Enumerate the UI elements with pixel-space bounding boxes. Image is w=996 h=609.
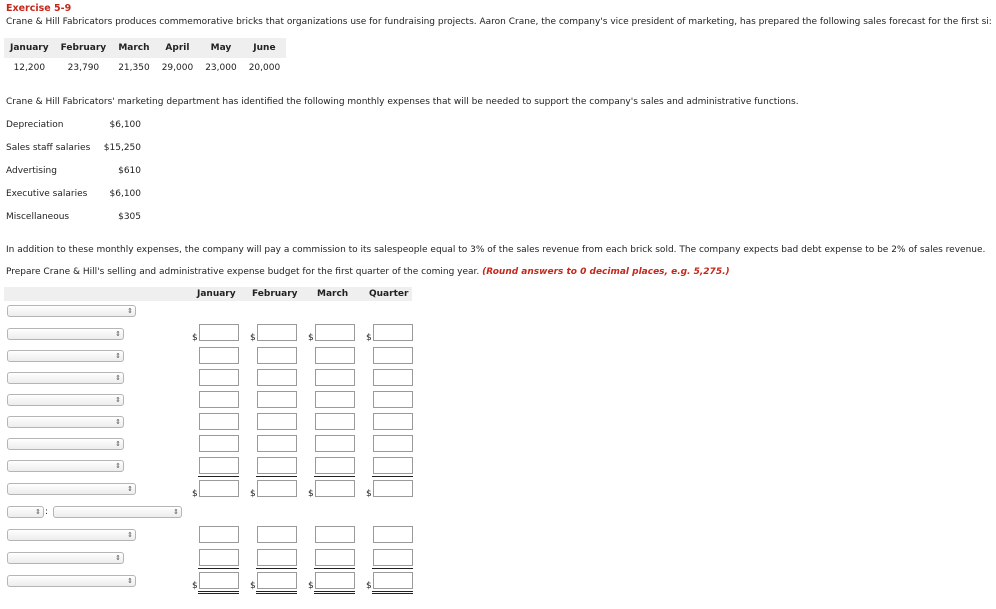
dollar-sign: $	[308, 489, 314, 499]
total-double-underline	[314, 591, 355, 594]
budget-input-r3-c2[interactable]	[257, 369, 297, 386]
budget-input-r3-c1[interactable]	[199, 369, 239, 386]
total-double-underline	[372, 591, 413, 594]
total-double-underline	[198, 591, 239, 594]
sales-value-january: 12,200	[13, 63, 46, 73]
budget-row-6-select[interactable]	[7, 416, 124, 428]
budget-row-4-select[interactable]	[7, 372, 124, 384]
dollar-sign: $	[192, 333, 198, 343]
budget-row-2-select[interactable]	[7, 328, 124, 340]
budget-input-r10-c1[interactable]	[199, 549, 239, 566]
sales-header-march: March	[112, 38, 156, 58]
sales-header-june: June	[243, 38, 287, 58]
select-arrows-icon: ⇕	[115, 330, 121, 338]
budget-input-r8-c2[interactable]	[257, 480, 297, 497]
budget-input-r5-c4[interactable]	[373, 413, 413, 430]
sales-header-row	[4, 38, 286, 58]
dollar-sign: $	[250, 581, 256, 591]
select-arrows-icon: ⇕	[115, 352, 121, 360]
total-double-underline	[256, 591, 297, 594]
sales-header-may: May	[199, 38, 243, 58]
budget-col-february: February	[252, 289, 298, 299]
colon-separator: :	[45, 507, 49, 517]
expense-label: Advertising	[6, 166, 57, 176]
select-arrows-icon: ⇕	[115, 462, 121, 470]
budget-input-r10-c3[interactable]	[315, 549, 355, 566]
sales-header-february: February	[55, 38, 113, 58]
budget-input-r4-c3[interactable]	[315, 391, 355, 408]
budget-input-r11-c4[interactable]	[373, 572, 413, 589]
budget-input-r2-c4[interactable]	[373, 347, 413, 364]
expense-value: $6,100	[109, 120, 141, 130]
budget-input-r3-c3[interactable]	[315, 369, 355, 386]
budget-input-r2-c2[interactable]	[257, 347, 297, 364]
expense-label: Executive salaries	[6, 189, 88, 199]
instruction-main: Prepare Crane & Hill's selling and administrative expense budget for the first quarter of the coming year.	[6, 267, 480, 277]
budget-row-11-select[interactable]	[7, 552, 124, 564]
exercise-title: Exercise 5-9	[6, 3, 72, 14]
budget-input-r6-c1[interactable]	[199, 435, 239, 452]
budget-input-r10-c2[interactable]	[257, 549, 297, 566]
dollar-sign: $	[366, 581, 372, 591]
budget-input-r9-c4[interactable]	[373, 526, 413, 543]
dollar-sign: $	[192, 581, 198, 591]
budget-input-r7-c4[interactable]	[373, 457, 413, 474]
budget-input-r7-c1[interactable]	[199, 457, 239, 474]
expense-value: $305	[118, 212, 141, 222]
budget-input-r5-c3[interactable]	[315, 413, 355, 430]
budget-input-r4-c2[interactable]	[257, 391, 297, 408]
sales-value-april: 29,000	[161, 63, 194, 73]
dollar-sign: $	[192, 489, 198, 499]
dollar-sign: $	[366, 333, 372, 343]
budget-input-r9-c3[interactable]	[315, 526, 355, 543]
select-arrows-icon: ⇕	[127, 485, 133, 493]
budget-input-r6-c3[interactable]	[315, 435, 355, 452]
select-arrows-icon: ⇕	[35, 508, 41, 516]
budget-col-quarter: Quarter	[369, 289, 409, 299]
sales-forecast-table	[4, 38, 286, 78]
sales-value-may: 23,000	[205, 63, 237, 73]
budget-col-january: January	[197, 289, 236, 299]
budget-input-r3-c4[interactable]	[373, 369, 413, 386]
expenses-intro: Crane & Hill Fabricators' marketing department has identified the following monthly expenses that will be needed to support the company's sales and administrative functions.	[6, 97, 799, 107]
budget-input-r4-c1[interactable]	[199, 391, 239, 408]
budget-row-1-select[interactable]	[7, 305, 136, 317]
select-arrows-icon: ⇕	[127, 531, 133, 539]
intro-text: Crane & Hill Fabricators produces commemorative bricks that organizations use for fundraising projects. Aaron Crane, the company's vice president of marketing, has prepared the following sales forecast for the first si:	[6, 17, 992, 27]
subtotal-underline	[256, 568, 297, 569]
select-arrows-icon: ⇕	[127, 577, 133, 585]
budget-final-select[interactable]	[7, 575, 136, 587]
budget-input-r9-c2[interactable]	[257, 526, 297, 543]
subtotal-underline	[372, 476, 413, 477]
budget-row-3-select[interactable]	[7, 350, 124, 362]
budget-input-r1-c3[interactable]	[315, 324, 355, 341]
subtotal-underline	[256, 476, 297, 477]
budget-row-7-select[interactable]	[7, 438, 124, 450]
expense-value: $6,100	[109, 189, 141, 199]
subtotal-underline	[314, 476, 355, 477]
sales-value-february: 23,790	[67, 63, 100, 73]
budget-row-10-select[interactable]	[7, 529, 136, 541]
budget-input-r1-c4[interactable]	[373, 324, 413, 341]
select-arrows-icon: ⇕	[127, 307, 133, 315]
budget-total-select[interactable]	[7, 483, 136, 495]
budget-input-r6-c2[interactable]	[257, 435, 297, 452]
select-arrows-icon: ⇕	[173, 508, 179, 516]
subtotal-underline	[198, 476, 239, 477]
budget-col-march: March	[317, 289, 349, 299]
expense-value: $610	[118, 166, 141, 176]
budget-small-select[interactable]	[7, 506, 44, 518]
budget-input-r1-c1[interactable]	[199, 324, 239, 341]
dollar-sign: $	[250, 333, 256, 343]
budget-row-8-select[interactable]	[7, 460, 124, 472]
budget-input-r5-c1[interactable]	[199, 413, 239, 430]
subtotal-underline	[372, 568, 413, 569]
expense-label: Depreciation	[6, 120, 64, 130]
budget-input-r9-c1[interactable]	[199, 526, 239, 543]
subtotal-underline	[314, 568, 355, 569]
expense-value: $15,250	[103, 143, 141, 153]
budget-input-r11-c3[interactable]	[315, 572, 355, 589]
budget-input-r4-c4[interactable]	[373, 391, 413, 408]
select-arrows-icon: ⇕	[115, 554, 121, 562]
budget-wide-select[interactable]	[53, 506, 182, 518]
budget-input-r10-c4[interactable]	[373, 549, 413, 566]
budget-input-r8-c3[interactable]	[315, 480, 355, 497]
budget-input-r5-c2[interactable]	[257, 413, 297, 430]
budget-input-r11-c1[interactable]	[199, 572, 239, 589]
commission-text: In addition to these monthly expenses, the company will pay a commission to its salespeople equal to 3% of the sales revenue from each brick sold. The company expects bad debt expense to be 2% of sales revenue.	[6, 245, 986, 255]
subtotal-underline	[198, 568, 239, 569]
budget-row-5-select[interactable]	[7, 394, 124, 406]
budget-input-r2-c1[interactable]	[199, 347, 239, 364]
dollar-sign: $	[308, 333, 314, 343]
budget-input-r8-c1[interactable]	[199, 480, 239, 497]
select-arrows-icon: ⇕	[115, 440, 121, 448]
sales-value-row	[4, 58, 286, 78]
budget-input-r1-c2[interactable]	[257, 324, 297, 341]
sales-value-march: 21,350	[118, 63, 150, 73]
expense-label: Sales staff salaries	[6, 143, 91, 153]
budget-input-r6-c4[interactable]	[373, 435, 413, 452]
dollar-sign: $	[366, 489, 372, 499]
select-arrows-icon: ⇕	[115, 396, 121, 404]
budget-input-r7-c3[interactable]	[315, 457, 355, 474]
budget-input-r11-c2[interactable]	[257, 572, 297, 589]
select-arrows-icon: ⇕	[115, 374, 121, 382]
budget-input-r7-c2[interactable]	[257, 457, 297, 474]
instruction-text	[6, 267, 730, 277]
sales-header-january: January	[4, 38, 55, 58]
rounding-note: (Round answers to 0 decimal places, e.g. 5,275.)	[482, 267, 730, 277]
dollar-sign: $	[250, 489, 256, 499]
dollar-sign: $	[308, 581, 314, 591]
budget-input-r8-c4[interactable]	[373, 480, 413, 497]
sales-value-june: 20,000	[248, 63, 281, 73]
select-arrows-icon: ⇕	[115, 418, 121, 426]
expense-label: Miscellaneous	[6, 212, 70, 222]
budget-input-r2-c3[interactable]	[315, 347, 355, 364]
sales-header-april: April	[156, 38, 200, 58]
